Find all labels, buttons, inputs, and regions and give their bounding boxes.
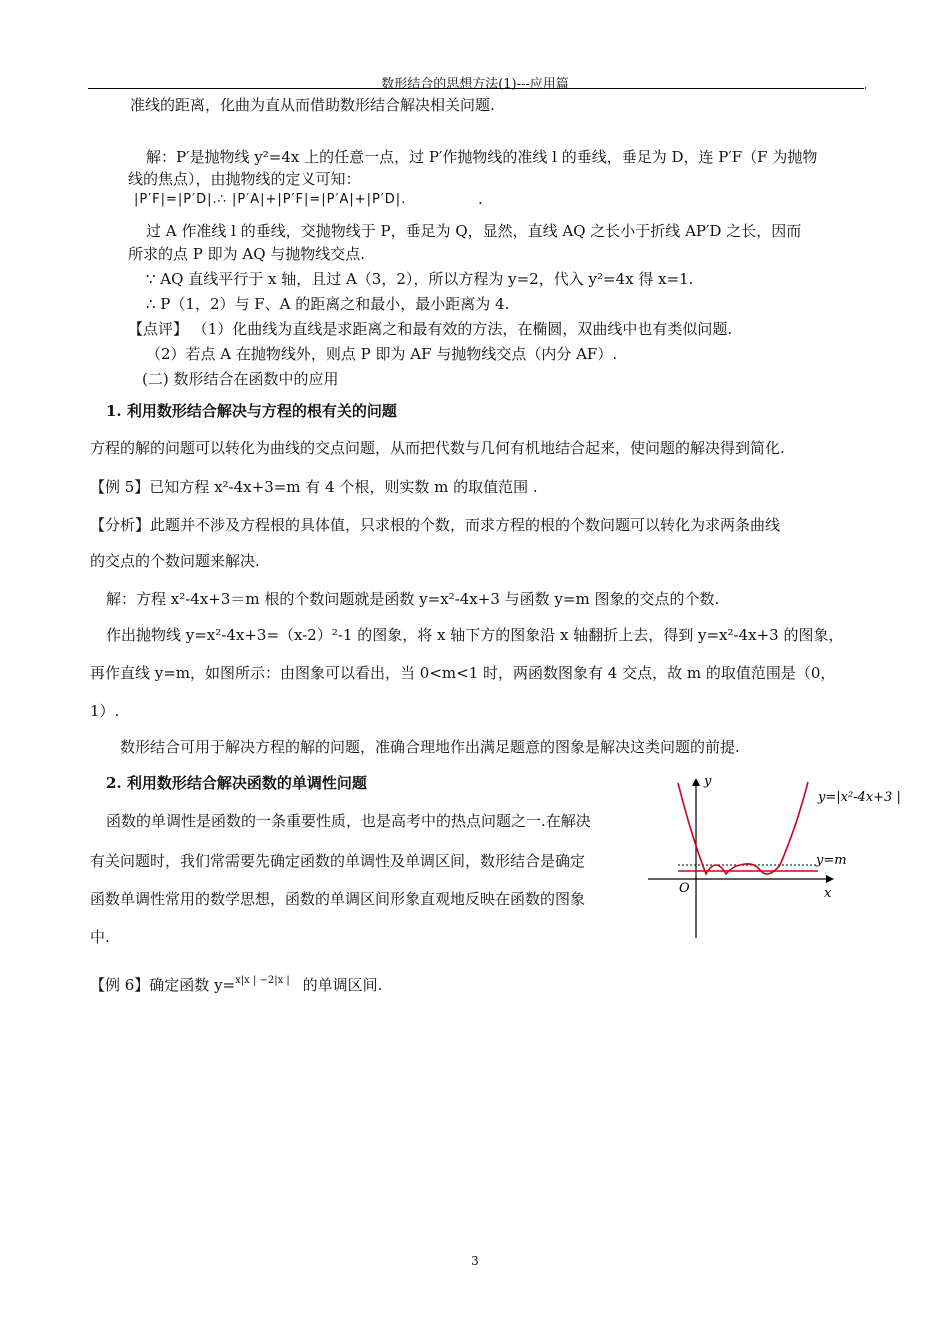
text-line-5: 过 A 作准线 l 的垂线，交抛物线于 P，垂足为 Q，显然，直线 AQ 之长小于折线 AP′D 之长，因而 xyxy=(146,222,802,240)
solution-line-3: 再作直线 y=m，如图所示：由图象可以看出，当 0<m<1 时，两函数图象有 4 交点，故 m 的取值范围是（0， xyxy=(90,664,836,682)
para-line-4: 中. xyxy=(90,928,110,946)
function-graph xyxy=(648,768,938,948)
text-line-7: ∵ AQ 直线平行于 x 轴，且过 A（3，2），所以方程为 y=2，代入 y²=4x 得 x=1. xyxy=(146,270,694,288)
y-axis-label: y xyxy=(704,774,712,789)
para-line-2: 有关问题时，我们常需要先确定函数的单调性及单调区间，数形结合是确定 xyxy=(90,852,586,870)
header-rule xyxy=(88,88,864,89)
stray-dot: . xyxy=(478,190,483,208)
text-line-1: 准线的距离，化曲为直从而借助数形结合解决相关问题. xyxy=(130,96,495,114)
y-axis-arrow xyxy=(692,778,700,786)
para-line-3: 函数单调性常用的数学思想，函数的单调区间形象直观地反映在函数的图象 xyxy=(90,890,586,908)
para-line-1: 函数的单调性是函数的一条重要性质，也是高考中的热点问题之一.在解决 xyxy=(106,812,591,830)
summary-line: 数形结合可用于解决方程的解的问题，准确合理地作出满足题意的图象是解决这类问题的前提. xyxy=(120,738,740,756)
text-line-8: ∴ P（1，2）与 F、A 的距离之和最小，最小距离为 4. xyxy=(146,295,510,313)
example-6-exponent: x|x | −2|x | xyxy=(235,975,290,986)
example-6 xyxy=(90,974,382,995)
analysis-line-1: 【分析】此题并不涉及方程根的具体值，只求根的个数，而求方程的根的个数问题可以转化为求两条曲线 xyxy=(90,516,781,534)
section-heading-2: (二) 数形结合在函数中的应用 xyxy=(142,370,339,388)
subsection-heading-1 xyxy=(106,400,397,421)
solution-line-1: 解：方程 x²-4x+3＝m 根的个数问题就是函数 y=x²-4x+3 与函数 y=m 图象的交点的个数. xyxy=(106,590,720,608)
solution-line-2: 作出抛物线 y=x²-4x+3=（x-2）²-1 的图象，将 x 轴下方的图象沿 x 轴翻折上去，得到 y=x²-4x+3 的图象， xyxy=(106,626,844,644)
origin-label: O xyxy=(679,881,690,896)
curve-label: y=|x²-4x+3 | xyxy=(818,790,901,805)
text-line-10: （2）若点 A 在抛物线外，则点 P 即为 AF 与抛物线交点（内分 AF）. xyxy=(146,345,618,363)
text-line-3: 线的焦点），由抛物线的定义可知： xyxy=(128,170,361,188)
text-line-9: 【点评】 （1）化曲线为直线是求距离之和最有效的方法，在椭圆，双曲线中也有类似问题. xyxy=(128,320,733,338)
formula-line-4: |P′F|=|P′D|.∴ |P′A|+|P′F|=|P′A|+|P′D|. xyxy=(134,192,407,207)
x-axis-label: x xyxy=(824,886,832,901)
page-number: 3 xyxy=(471,1254,479,1268)
text-line-13: 方程的解的问题可以转化为曲线的交点问题，从而把代数与几何有机地结合起来，使问题的解决得到简化. xyxy=(90,439,785,457)
example-6-text: 【例 6】确定函数 y= xyxy=(90,976,236,994)
subsection-heading-2 xyxy=(106,772,367,793)
line-label: y=m xyxy=(816,853,847,868)
heading-1-text: 1. 利用数形结合解决与方程的根有关的问题 xyxy=(106,402,397,420)
text-line-6: 所求的点 P 即为 AQ 与抛物线交点. xyxy=(128,245,366,263)
solution-line-4: 1）. xyxy=(90,702,120,720)
example-6-tail: 的单调区间. xyxy=(302,976,383,994)
text-line-2: 解：P′是抛物线 y²=4x 上的任意一点，过 P′作抛物线的准线 l 的垂线，垂足为 D，连 P′F（F 为抛物 xyxy=(146,148,818,166)
x-axis-arrow xyxy=(826,875,834,883)
curve-abs-quadratic xyxy=(678,782,808,874)
page-header-title: 数形结合的思想方法(1)---应用篇 xyxy=(381,77,569,92)
header-mark: , xyxy=(864,80,868,91)
analysis-line-2: 的交点的个数问题来解决. xyxy=(90,552,260,570)
example-5: 【例 5】已知方程 x²-4x+3=m 有 4 个根，则实数 m 的取值范围 . xyxy=(90,478,538,496)
heading-2-text: 2. 利用数形结合解决函数的单调性问题 xyxy=(106,774,367,792)
